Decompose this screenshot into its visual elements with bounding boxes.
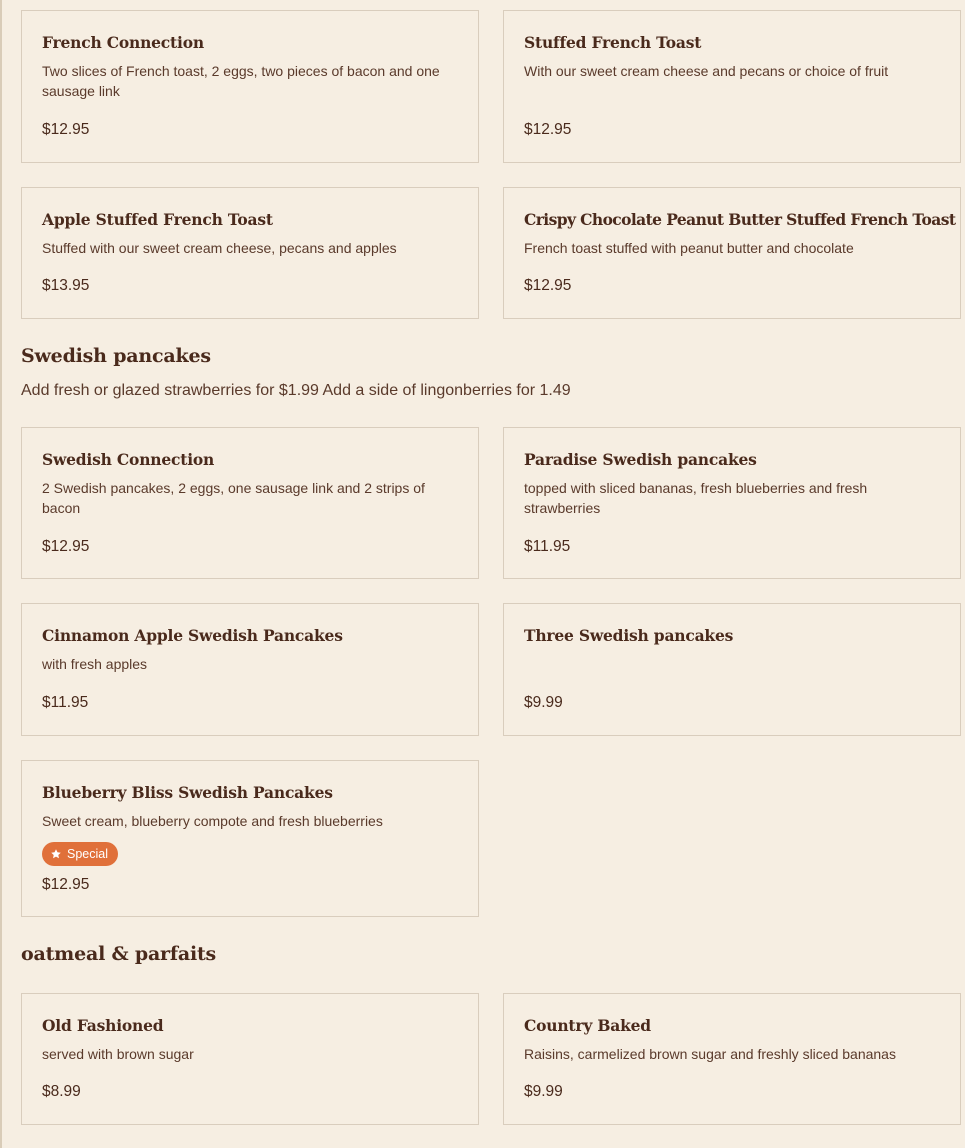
menu-item-title: Three Swedish pancakes [524,626,734,645]
menu-item-price: $12.95 [524,277,572,294]
menu-item-card[interactable] [21,760,479,917]
menu-item-title: Swedish Connection [42,450,215,469]
menu-item-title: Cinnamon Apple Swedish Pancakes [42,626,343,645]
menu-item-price: $9.99 [524,1083,563,1100]
menu-item-description: Stuffed with our sweet cream cheese, pecans and apples [42,240,397,256]
menu-item-description: Raisins, carmelized brown sugar and freshly sliced bananas [524,1046,896,1062]
menu-item-price: $8.99 [42,1083,81,1100]
menu-item-card[interactable] [21,603,479,736]
menu-item-card[interactable] [503,187,961,319]
section-note: Add fresh or glazed strawberries for $1.99 Add a side of lingonberries for 1.49 [21,382,571,399]
menu-item-card[interactable] [21,187,479,319]
menu-item-price: $12.95 [524,121,572,138]
menu-item-title: Apple Stuffed French Toast [42,210,273,229]
menu-item-price: $12.95 [42,121,90,138]
menu-item-description: Sweet cream, blueberry compote and fresh blueberries [42,813,383,829]
menu-item-description: With our sweet cream cheese and pecans or choice of fruit [524,63,889,79]
menu-item-card[interactable] [21,993,479,1125]
menu-item-price: $11.95 [42,694,89,711]
menu-item-card[interactable] [21,10,479,163]
menu-item-title: Blueberry Bliss Swedish Pancakes [42,783,333,802]
menu-item-price: $9.99 [524,694,563,711]
star-icon [50,848,62,860]
menu-item-title: Stuffed French Toast [524,33,702,52]
section-title-oatmeal-parfaits: oatmeal & parfaits [21,943,217,965]
menu-item-description: topped with sliced bananas, fresh blueberries and fresh strawberries [524,480,868,516]
special-badge [42,842,118,866]
menu-item-description: French toast stuffed with peanut butter and chocolate [524,240,854,256]
menu-item-card[interactable] [503,993,961,1125]
menu-item-price: $13.95 [42,277,90,294]
menu-item-title: Paradise Swedish pancakes [524,450,757,469]
menu-item-description: with fresh apples [42,656,148,672]
menu-item-title: Old Fashioned [42,1016,164,1035]
menu-item-card[interactable] [21,427,479,579]
page-edge [0,0,2,1148]
menu-item-title: Country Baked [524,1016,651,1035]
menu-item-title: French Connection [42,33,204,52]
menu-item-price: $12.95 [42,538,90,555]
menu-item-description: Two slices of French toast, 2 eggs, two pieces of bacon and one sausage link [42,63,440,99]
section-title-swedish-pancakes: Swedish pancakes [21,345,211,367]
menu-item-title: Crispy Chocolate Peanut Butter Stuffed French Toast [524,210,956,229]
special-badge-label: Special [67,847,108,861]
menu-item-card[interactable] [503,427,961,579]
menu-item-description: served with brown sugar [42,1046,194,1062]
menu-item-price: $12.95 [42,876,90,893]
menu-item-card[interactable] [503,10,961,163]
menu-item-card[interactable] [503,603,961,736]
menu-item-description: 2 Swedish pancakes, 2 eggs, one sausage link and 2 strips of bacon [42,480,425,516]
menu-item-price: $11.95 [524,538,571,555]
